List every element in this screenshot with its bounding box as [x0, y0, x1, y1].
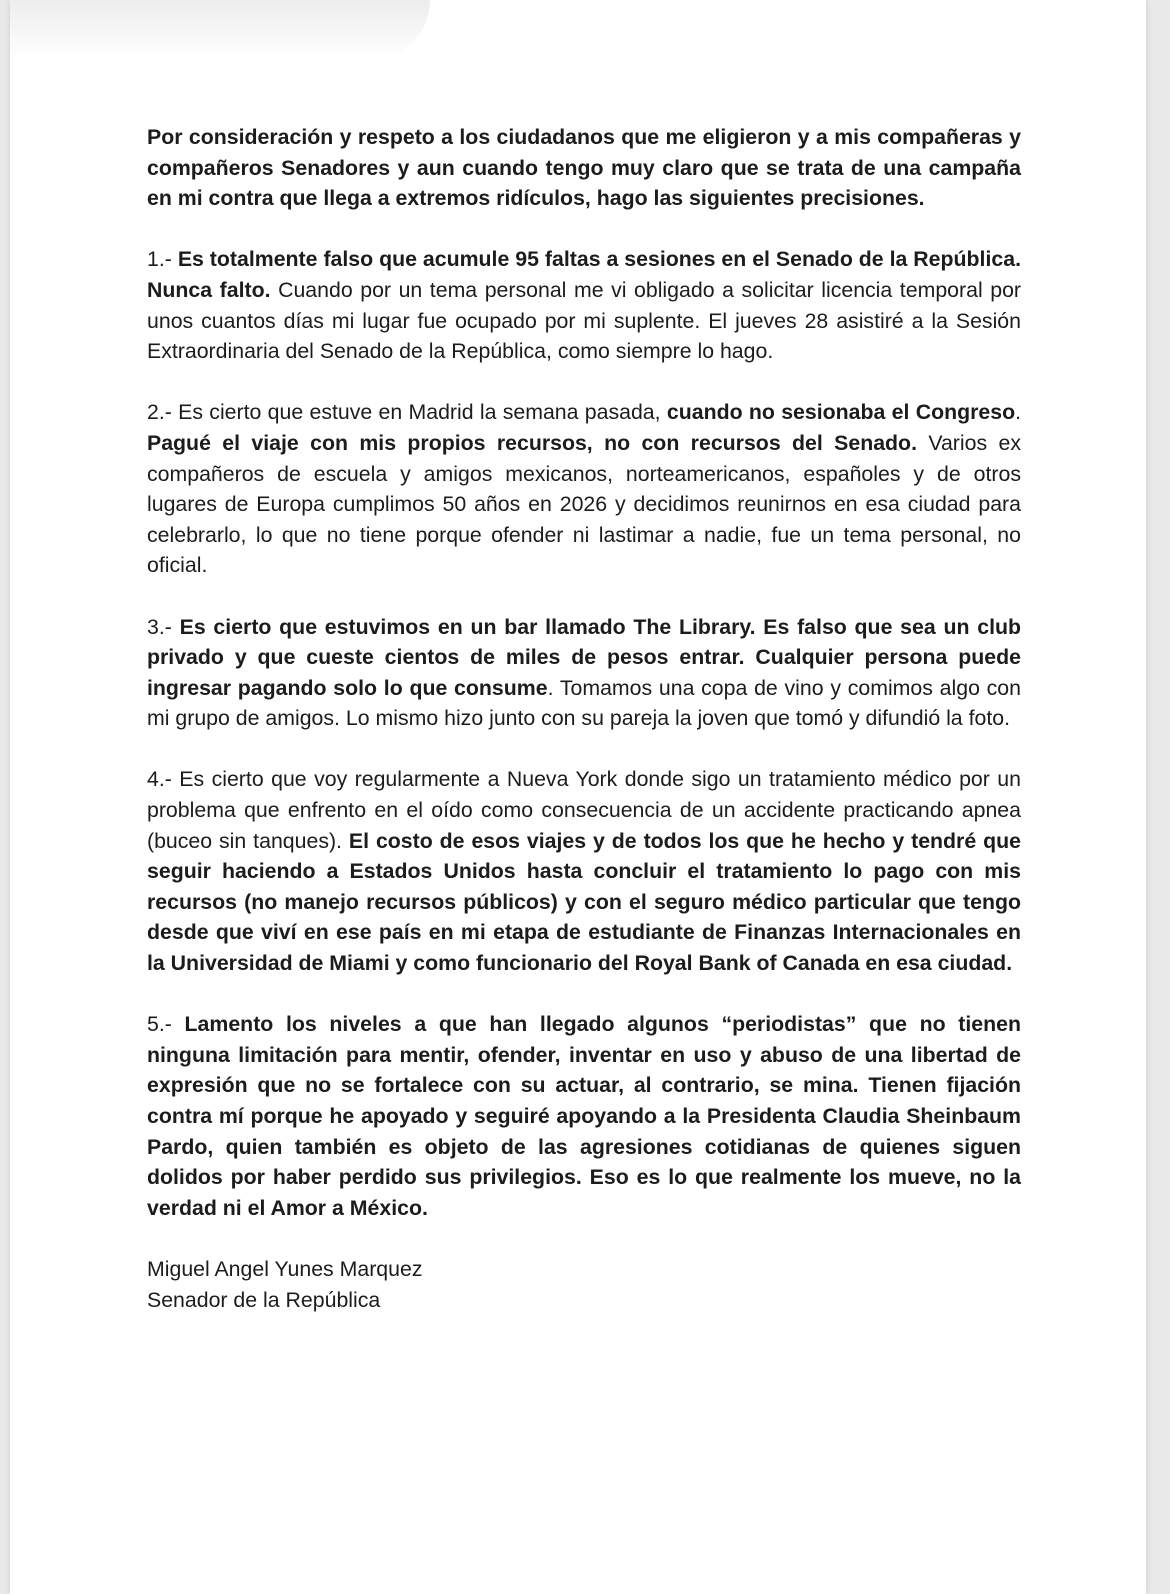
point-3	[147, 612, 1021, 734]
point-4	[147, 764, 1021, 978]
point-2-text-a: Es cierto que estuve en Madrid la semana pasada,	[178, 400, 661, 425]
point-3-bold: Es cierto que estuvimos en un bar llamado The Library. Es falso que sea un club privado y que cueste cientos de miles de pesos entrar. Cualquier persona puede ingresar pagando solo lo que consume	[147, 614, 1022, 700]
point-2-bold-b: Pagué el viaje con mis propios recursos, no con recursos del Senado.	[147, 430, 917, 455]
point-4-text: Es cierto que voy regularmente a Nueva York donde sigo un tratamiento médico por un problema que enfrento en el oído como consecuencia de un accidente practicando apnea (buceo sin tanques).	[147, 767, 1021, 853]
signature-name: Miguel Angel Yunes Marquez	[147, 1256, 423, 1281]
point-2-number: 2.-	[147, 400, 172, 425]
point-5	[147, 1009, 1021, 1223]
point-2-period: .	[1015, 400, 1022, 425]
intro-paragraph	[147, 122, 1021, 214]
intro-text: Por consideración y respeto a los ciudadanos que me eligieron y a mis compañeras y compañeros Senadores y aun cuando tengo muy claro que se trata de una campaña en mi contra que llega a extremos ridículos, hago las siguientes precisiones.	[147, 125, 1021, 211]
point-1	[147, 244, 1021, 366]
point-1-bold: Es totalmente falso que acumule 95 faltas a sesiones en el Senado de la República. Nunca falto.	[147, 247, 1021, 302]
point-2-text-b: Varios ex compañeros de escuela y amigos mexicanos, norteamericanos, españoles y de otros lugares de Europa cumplimos 50 años en 2026 y decidimos reunirnos en esa ciudad para celebrarlo, lo que no tiene porque ofender ni lastimar a nadie, fue un tema personal, no oficial.	[147, 430, 1021, 578]
point-1-text: Cuando por un tema personal me vi obligado a solicitar licencia temporal por unos cuantos días mi lugar fue ocupado por mi suplente. El jueves 28 asistiré a la Sesión Extraordinaria del Senado de la República, como siempre lo hago.	[147, 277, 1022, 364]
point-1-number: 1.-	[147, 247, 172, 272]
point-2-bold-a: cuando no sesionaba el Congreso	[666, 400, 1016, 425]
point-5-bold: Lamento los niveles a que han llegado algunos “periodistas” que no tienen ninguna limitación para mentir, ofender, inventar en uso y abuso de una libertad de expresión que no se fortalece con su actuar, al contrario, se mina. Tienen fijación contra mí porque he apoyado y seguiré apoyando a la Presidenta Claudia Sheinbaum Pardo, quien también es objeto de las agresiones cotidianas de quienes siguen dolidos por haber perdido sus privilegios. Eso es lo que realmente los mueve, no la verdad ni el Amor a México.	[147, 1012, 1022, 1220]
page-shadow	[10, 0, 430, 60]
point-3-number: 3.-	[147, 614, 172, 639]
point-5-number: 5.-	[147, 1012, 172, 1037]
point-4-number: 4.-	[147, 767, 172, 792]
signature-title: Senador de la República	[147, 1287, 381, 1312]
point-2	[147, 397, 1021, 581]
letter-body	[147, 122, 1021, 1315]
point-3-text: . Tomamos una copa de vino y comimos algo con mi grupo de amigos. Lo mismo hizo junto con su pareja la joven que tomó y difundió la foto.	[147, 675, 1022, 731]
point-4-bold: El costo de esos viajes y de todos los que he hecho y tendré que seguir haciendo a Estados Unidos hasta concluir el tratamiento lo pago con mis recursos (no manejo recursos públicos) y con el seguro médico particular que tengo desde que viví en ese país en mi etapa de estudiante de Finanzas Internacionales en la Universidad de Miami y como funcionario del Royal Bank of Canada en esa ciudad.	[147, 828, 1021, 976]
